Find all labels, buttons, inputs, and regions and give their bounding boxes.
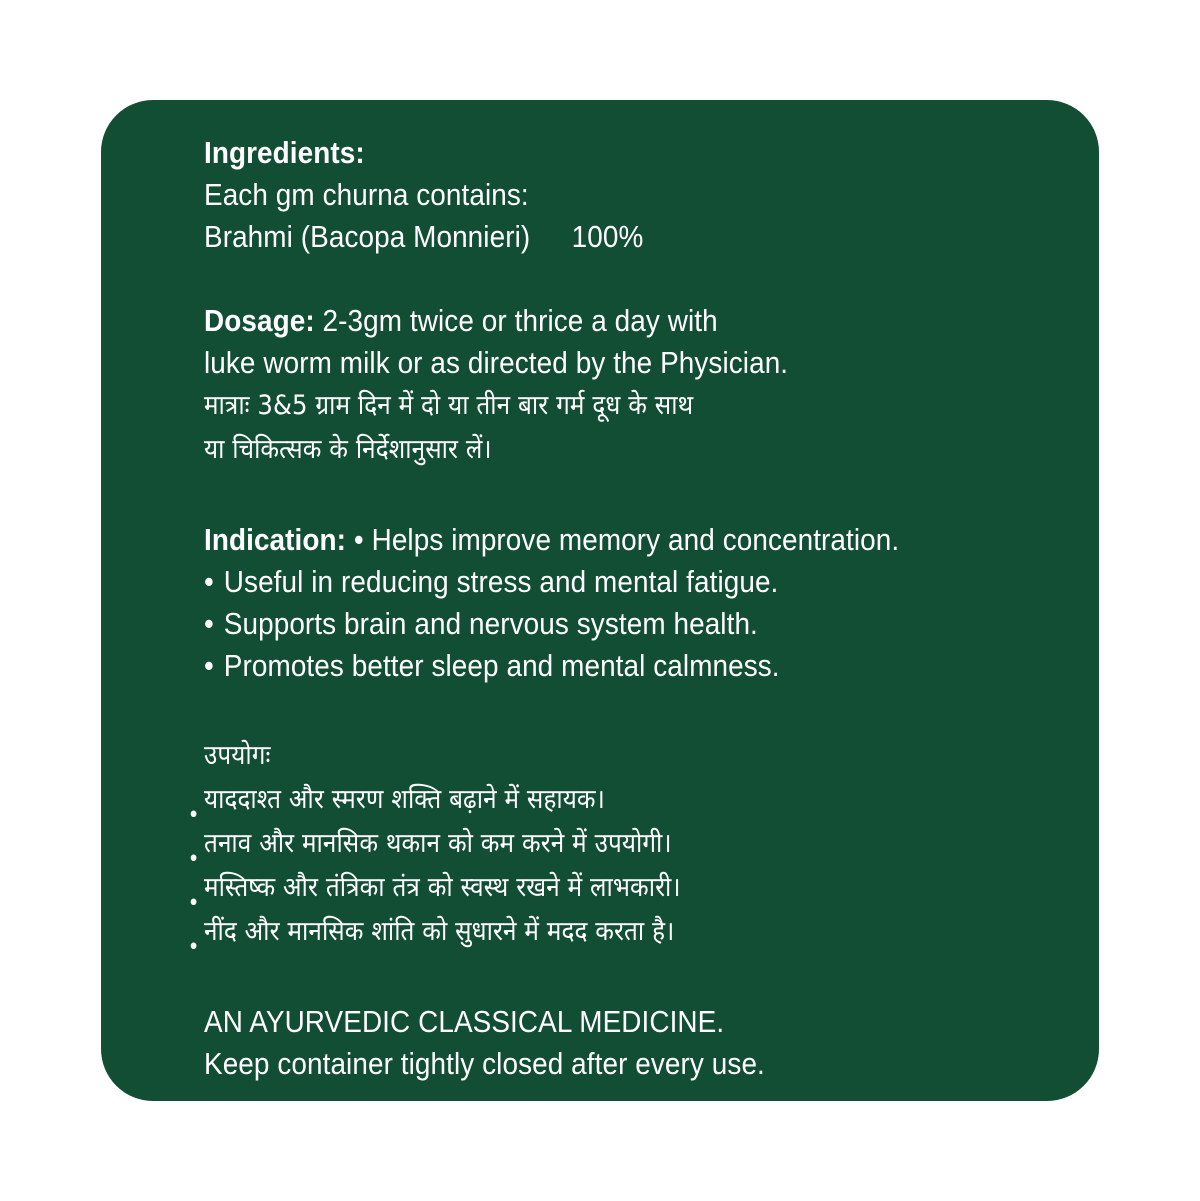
indication-line-1: [204, 519, 978, 561]
footer-line-2: Keep container tightly closed after every use.: [204, 1046, 765, 1081]
indication-bullet: •: [204, 648, 214, 683]
hindi-use-item: मस्तिष्क और तंत्रिका तंत्र को स्वस्थ रखने में लाभकारी।: [204, 872, 681, 903]
hindi-use-bullet: •: [187, 803, 200, 828]
ingredients-intro: Each gm churna contains:: [204, 177, 529, 212]
ingredient-name: Brahmi (Bacopa Monnieri): [204, 219, 531, 254]
footer-line-1: AN AYURVEDIC CLASSICAL MEDICINE.: [204, 1004, 725, 1039]
indication-item: Promotes better sleep and mental calmness.: [223, 648, 780, 683]
indication-item: Supports brain and nervous system health.: [223, 606, 758, 641]
hindi-uses-heading: उपयोगः: [204, 740, 271, 771]
dosage-hindi-line-1: मात्राः 3&5 ग्राम दिन में दो या तीन बार गर्म दूध के साथ: [204, 390, 694, 421]
indication-item: Useful in reducing stress and mental fatigue.: [223, 564, 779, 599]
hindi-use-item: नींद और मानसिक शांति को सुधारने में मदद करता है।: [204, 916, 675, 947]
hindi-use-item: याददाश्त और स्मरण शक्ति बढ़ाने में सहायक।: [204, 784, 605, 815]
dosage-line-2: luke worm milk or as directed by the Physician.: [204, 345, 789, 380]
indication-line-2: [204, 561, 978, 603]
dosage-label: Dosage:: [204, 303, 315, 338]
hindi-use-bullet: •: [187, 847, 200, 872]
hindi-use-line-2: [187, 822, 978, 872]
ingredient-row: [204, 216, 978, 258]
indication-item: Helps improve memory and concentration.: [371, 522, 900, 557]
dosage-line-1: [204, 300, 978, 342]
indication-line-3: [204, 603, 978, 645]
hindi-use-bullet: •: [187, 891, 200, 916]
indication-line-4: [204, 645, 978, 687]
dosage-text-1: 2-3gm twice or thrice a day with: [322, 303, 718, 338]
ingredients-heading: Ingredients:: [204, 135, 365, 170]
hindi-use-line-4: [187, 910, 978, 960]
indication-bullet: •: [204, 606, 214, 641]
indication-label: Indication:: [204, 522, 347, 557]
dosage-hindi-line-2: या चिकित्सक के निर्देशानुसार लें।: [204, 434, 492, 465]
hindi-use-bullet: •: [187, 935, 200, 960]
hindi-use-line-3: [187, 866, 978, 916]
label-panel: [101, 100, 1099, 1101]
indication-bullet: •: [204, 564, 214, 599]
ingredient-percent: 100%: [571, 219, 644, 254]
label-content: [187, 132, 1064, 1085]
hindi-use-line-1: [187, 778, 978, 828]
hindi-use-item: तनाव और मानसिक थकान को कम करने में उपयोगी।: [204, 828, 672, 859]
indication-bullet: •: [353, 522, 364, 557]
